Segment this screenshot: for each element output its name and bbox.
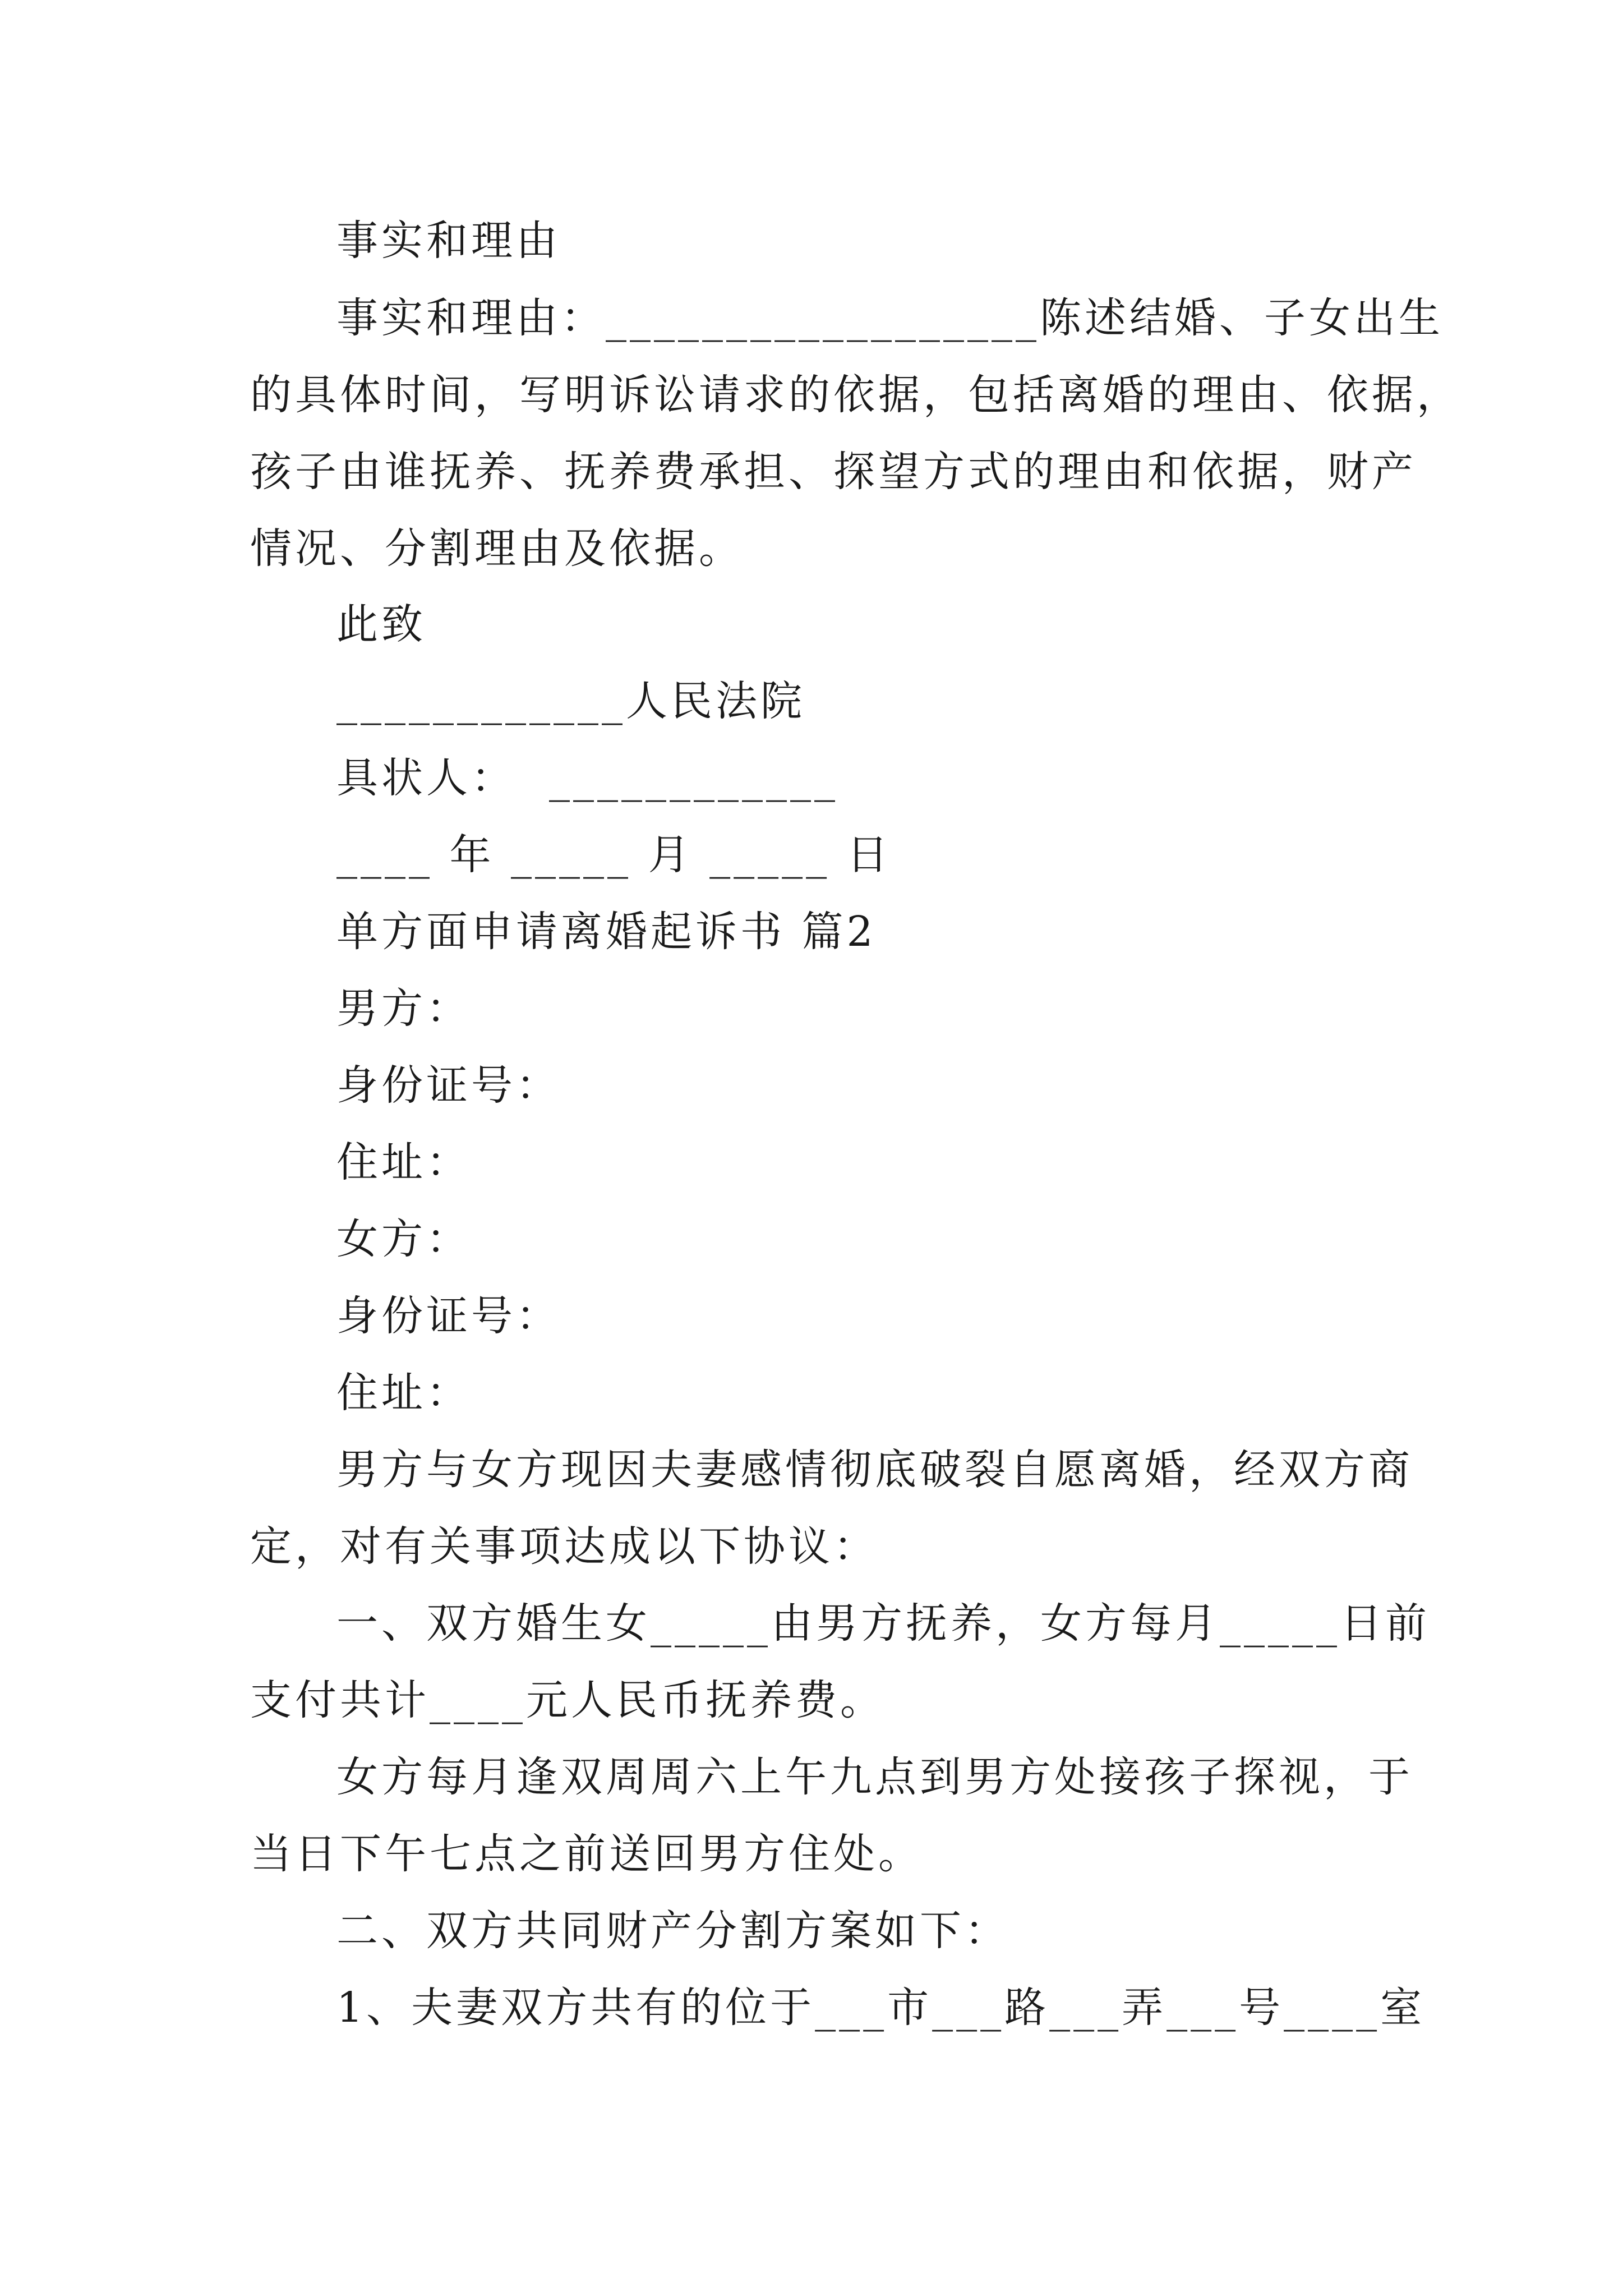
facts-line-4: 情况、分割理由及依据。	[250, 524, 744, 573]
visitation-line-1: 女方每月逢双周周六上午九点到男方处接孩子探视，于	[336, 1753, 1413, 1801]
male-address-label: 住址：	[336, 1138, 471, 1186]
closing-text: 此致	[336, 600, 426, 648]
date-line: ____ 年 _____ 月 _____ 日	[336, 831, 892, 879]
court-line: ____________人民法院	[336, 677, 805, 725]
clause2-heading: 二、双方共同财产分割方案如下：	[336, 1907, 1009, 1955]
clause1-line-2: 支付共计____元人民币抚养费。	[250, 1676, 885, 1724]
female-id-label: 身份证号：	[336, 1292, 561, 1340]
section-heading: 事实和理由	[336, 217, 561, 265]
female-address-label: 住址：	[336, 1369, 471, 1417]
male-label: 男方：	[336, 984, 471, 1033]
agreement-line-2: 定，对有关事项达成以下协议：	[250, 1522, 878, 1571]
male-id-label: 身份证号：	[336, 1061, 561, 1110]
facts-line-2: 的具体时间，写明诉讼请求的依据，包括离婚的理由、依据，	[250, 371, 1461, 419]
visitation-line-2: 当日下午七点之前送回男方住处。	[250, 1830, 923, 1878]
agreement-line-1: 男方与女方现因夫妻感情彻底破裂自愿离婚，经双方商	[336, 1446, 1413, 1494]
plaintiff-line: 具状人： ____________	[336, 754, 839, 802]
facts-line-3: 孩子由谁抚养、抚养费承担、探望方式的理由和依据，财产	[250, 448, 1417, 496]
facts-line-1: 事实和理由：__________________陈述结婚、子女出生	[336, 294, 1444, 342]
clause1-line-1: 一、双方婚生女_____由男方抚养，女方每月_____日前	[336, 1599, 1430, 1648]
clause2-item1: 1、夫妻双方共有的位于___市___路___弄___号____室	[336, 1984, 1426, 2032]
female-label: 女方：	[336, 1215, 471, 1263]
document-title: 单方面申请离婚起诉书 篇2	[336, 908, 877, 956]
